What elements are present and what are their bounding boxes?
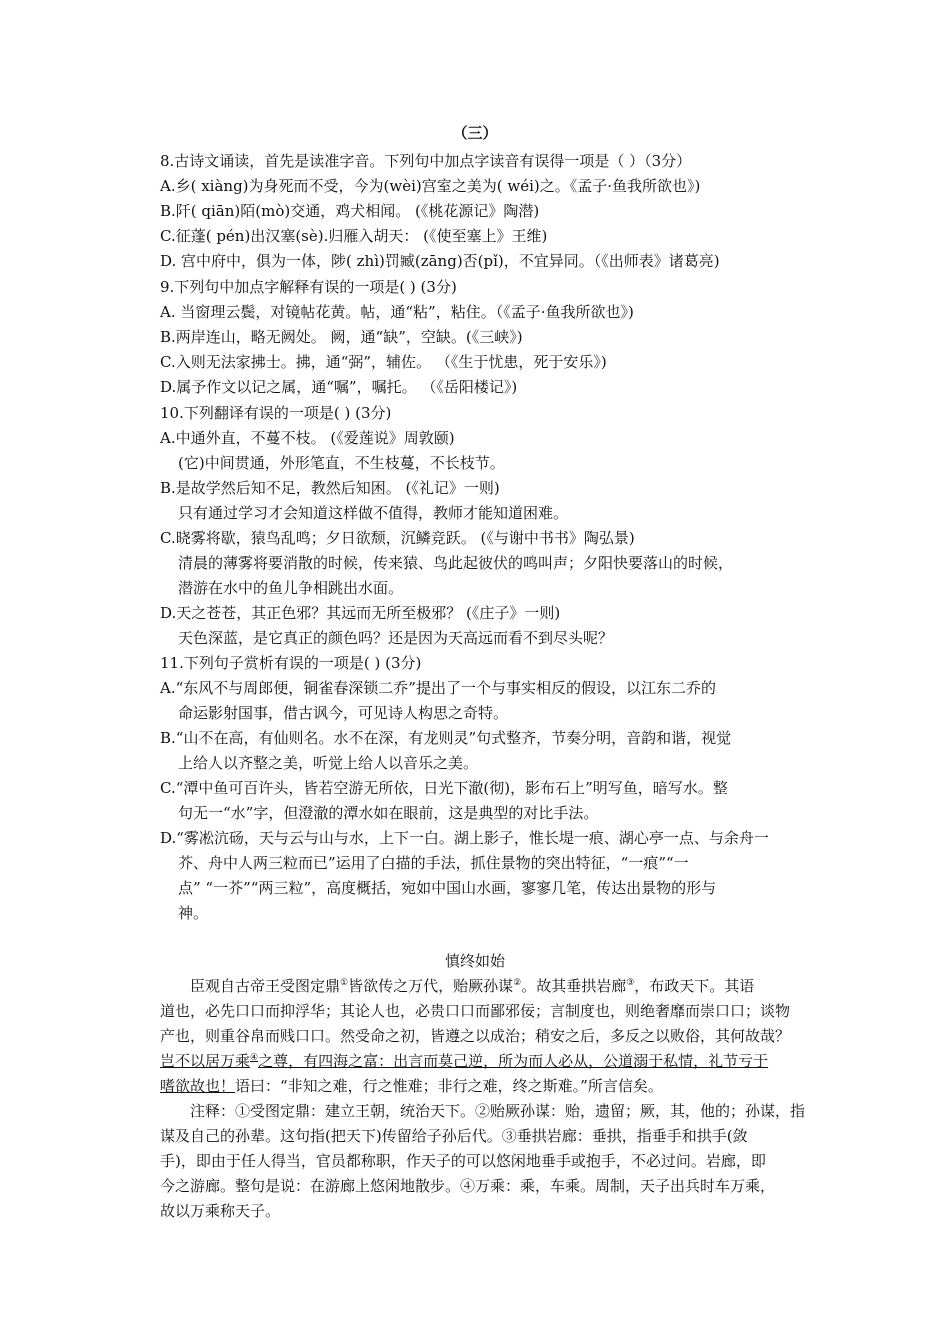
q10-stem: 10.下列翻译有误的一项是( ) (3分)	[160, 404, 392, 422]
underlined-text: 之尊，有四海之富：出言而莫己逆，所为而人必从，公道溺于私情，礼节亏于	[258, 1052, 769, 1070]
passage-title: 慎终如始	[444, 952, 505, 970]
footnote-mark: ①	[340, 978, 349, 988]
q11-option-c-2: 句无一“水”字，但澄澈的潭水如在眼前，这是典型的对比手法。	[178, 804, 599, 822]
q9-option-b: B.两岸连山，略无阙处。 阙，通“缺”，空缺。(《三峡》)	[160, 328, 523, 346]
passage-line-4	[160, 1050, 768, 1072]
q9-option-c: C.入则无法家拂士。拂，通“弼”，辅佐。 （《生于忧患，死于安乐》)	[160, 353, 607, 371]
q11-option-b-2: 上给人以齐整之美，听觉上给人以音乐之美。	[178, 754, 479, 772]
section-title: （三）	[452, 124, 498, 142]
q11-option-d-4: 神。	[178, 904, 209, 922]
passage-line-5	[160, 1075, 663, 1097]
q11-option-c-1: C.“潭中鱼可百许头，皆若空游无所依，日光下澈(彻)，影布石上”明写鱼，暗写水。整	[160, 779, 728, 797]
q8-stem: 8.古诗文诵读，首先是读准字音。下列句中加点字读音有误得一项是（ ）（3分）	[160, 152, 692, 170]
q10-option-a-translation: (它)中间贯通，外形笔直，不生枝蔓，不长枝节。	[178, 454, 505, 472]
q10-option-b-translation: 只有通过学习才会知道这样做不值得，教师才能知道困难。	[178, 504, 569, 522]
passage-text: ，布政天下。其语	[634, 977, 755, 995]
q11-option-b-1: B.“山不在高，有仙则名。水不在深，有龙则灵”句式整齐，节奏分明，音韵和谐，视觉	[160, 729, 732, 747]
q11-option-d-2: 芥、舟中人两三粒而已”运用了白描的手法，抓住景物的突出特征，“一痕”“一	[178, 854, 689, 872]
q11-option-d-1: D.“雾凇沆砀，天与云与山与水，上下一白。湖上影子，惟长堤一痕、湖心亭一点、与余舟一	[160, 829, 769, 847]
q8-option-d: D. 宫中府中，俱为一体，陟( zhì)罚臧(zāng)否(pǐ)，不宜异同。（《出师表》诸葛亮)	[160, 252, 720, 270]
q8-option-a: A.乡( xiàng)为身死而不受，今为(wèi)宫室之美为( wéi)之。《孟子·鱼我所欲也》)	[160, 177, 701, 195]
q8-option-c: C.征蓬( pén)出汉塞(sè).归雁入胡天： (《使至塞上》王维)	[160, 227, 548, 245]
q11-stem: 11.下列句子赏析有误的一项是( ) (3分)	[160, 654, 422, 672]
q9-stem: 9.下列句中加点字解释有误的一项是( ) (3分)	[160, 278, 457, 296]
q11-option-a-1: A.“东风不与周郎便，铜雀春深锁二乔”提出了一个与事实相反的假设，以江东二乔的	[160, 679, 716, 697]
passage-text: 。故其垂拱岩廊	[521, 977, 627, 995]
q10-option-c-translation-2: 潜游在水中的鱼儿争相跳出水面。	[178, 579, 404, 597]
notes-line-5: 故以万乘称天子。	[160, 1202, 281, 1220]
underlined-text: 岂不以居万乘	[160, 1052, 251, 1070]
q11-option-d-3: 点” “一芥”“两三粒”，高度概括，宛如中国山水画，寥寥几笔，传达出景物的形与	[178, 879, 717, 897]
q11-option-a-2: 命运影射国事，借古讽今，可见诗人构思之奇特。	[178, 704, 509, 722]
notes-line-1: 注释：①受图定鼎：建立王朝，统治天下。②贻厥孙谋：贻，遗留；厥，其，他的；孙谋，指	[190, 1102, 806, 1120]
q9-option-a: A. 当窗理云鬓，对镜帖花黄。帖，通“粘”，粘住。（《孟子·鱼我所欲也》)	[160, 303, 634, 321]
q10-option-c-translation-1: 清晨的薄雾将要消散的时候，传来猿、鸟此起彼伏的鸣叫声；夕阳快要落山的时候，	[178, 554, 734, 572]
passage-text: 语曰：“非知之难，行之惟难；非行之难，终之斯难。”所言信矣。	[235, 1077, 663, 1095]
notes-line-3: 手)，即由于任人得当，官员都称职，作天子的可以悠闲地垂手或抱手，不必过问。岩廊，即	[160, 1152, 766, 1170]
q10-option-b: B.是故学然后知不足，教然后知困。 (《礼记》一则)	[160, 479, 500, 497]
notes-line-2: 谋及自己的孙辈。这句指(把天下)传留给子孙后代。③垂拱岩廊：垂拱，指垂手和拱手(敛	[160, 1127, 748, 1145]
underlined-text: 嗜欲故也！	[160, 1077, 236, 1095]
passage-line-2: 道也，必先口口而抑浮华；其论人也，必贵口口而鄙邪佞；言制度也，则绝奢靡而崇口口；谈物	[160, 1002, 791, 1020]
passage-text: 皆欲传之万代，贻厥孙谋	[348, 977, 514, 995]
passage-line-3: 产也，则重谷帛而贱口口。然受命之初，皆遵之以成治；稍安之后，多反之以败俗，其何故哉？	[160, 1027, 791, 1045]
q8-option-b: B.阡( qiān)陌(mò)交通，鸡犬相闻。 (《桃花源记》陶潜)	[160, 202, 540, 220]
q10-option-c: C.晓雾将歇，猿鸟乱鸣；夕日欲颓，沉鳞竞跃。 (《与谢中书书》陶弘景)	[160, 529, 635, 547]
q10-option-d: D.天之苍苍，其正色邪？其远而无所至极邪？ (《庄子》一则)	[160, 604, 561, 622]
passage-text: 臣观自古帝王受图定鼎	[190, 977, 341, 995]
notes-line-4: 今之游廊。整句是说：在游廊上悠闲地散步。④万乘：乘，车乘。周制，天子出兵时车万乘，	[160, 1177, 776, 1195]
q10-option-d-translation: 天色深蓝，是它真正的颜色吗？还是因为天高远而看不到尽头呢？	[178, 629, 614, 647]
passage-line-1	[190, 975, 754, 997]
footnote-mark: ②	[513, 978, 522, 988]
q10-option-a: A.中通外直，不蔓不枝。 (《爱莲说》周敦颐)	[160, 429, 455, 447]
footnote-mark: ④	[250, 1053, 259, 1063]
q9-option-d: D.属予作文以记之属，通“嘱”，嘱托。 （《岳阳楼记》)	[160, 378, 518, 396]
footnote-mark: ③	[626, 978, 635, 988]
